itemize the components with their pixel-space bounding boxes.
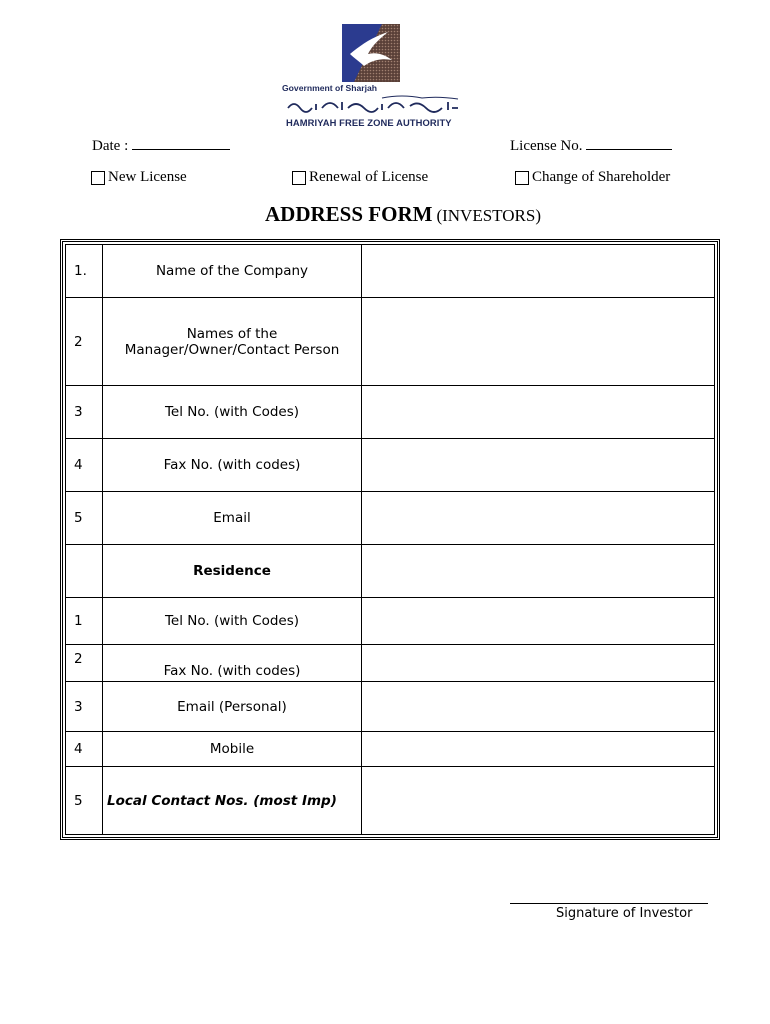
date-blank[interactable] xyxy=(132,137,230,150)
authority-logo xyxy=(280,22,465,128)
date-field[interactable] xyxy=(92,137,230,155)
row-number: 2 xyxy=(66,298,103,386)
arabic-authority-name-logotype xyxy=(282,94,462,114)
residence-heading: Residence xyxy=(103,545,362,598)
row-label: Email xyxy=(103,492,362,545)
row-number: 3 xyxy=(66,386,103,439)
signature-line[interactable] xyxy=(510,903,708,904)
license-label: License No. xyxy=(510,138,583,154)
row-number: 1 xyxy=(66,598,103,645)
personal-email-input[interactable] xyxy=(362,682,715,732)
form-title xyxy=(0,202,770,227)
address-form-table xyxy=(60,239,720,840)
new-license-label: New License xyxy=(108,169,187,185)
row-label: Local Contact Nos. (most Imp) xyxy=(103,767,362,835)
company-name-input[interactable] xyxy=(362,245,715,298)
date-label: Date : xyxy=(92,138,129,154)
row-label: Tel No. (with Codes) xyxy=(103,598,362,645)
fax-input[interactable] xyxy=(362,439,715,492)
table-row xyxy=(66,598,715,645)
new-license-option[interactable] xyxy=(91,169,187,186)
table-row xyxy=(66,545,715,598)
table-row xyxy=(66,682,715,732)
signature-label: Signature of Investor xyxy=(556,906,693,921)
row-number: 5 xyxy=(66,492,103,545)
table-row xyxy=(66,732,715,767)
table-row xyxy=(66,767,715,835)
email-input[interactable] xyxy=(362,492,715,545)
license-blank[interactable] xyxy=(586,137,672,150)
renewal-label: Renewal of License xyxy=(309,169,429,185)
mobile-input[interactable] xyxy=(362,732,715,767)
row-number: 5 xyxy=(66,767,103,835)
contact-person-input[interactable] xyxy=(362,298,715,386)
government-name: Government of Sharjah xyxy=(282,83,378,93)
change-shareholder-label: Change of Shareholder xyxy=(532,169,671,185)
bird-emblem-icon xyxy=(342,24,400,82)
renewal-option[interactable] xyxy=(292,169,428,186)
residence-tel-input[interactable] xyxy=(362,598,715,645)
change-shareholder-checkbox[interactable] xyxy=(515,171,529,185)
authority-name: HAMRIYAH FREE ZONE AUTHORITY xyxy=(286,117,452,128)
renewal-checkbox[interactable] xyxy=(292,171,306,185)
row-label: Mobile xyxy=(103,732,362,767)
form-title-sub: (INVESTORS) xyxy=(436,206,541,225)
tel-input[interactable] xyxy=(362,386,715,439)
row-number xyxy=(66,545,103,598)
license-field[interactable] xyxy=(510,137,672,155)
row-label: Name of the Company xyxy=(103,245,362,298)
table-row xyxy=(66,645,715,682)
row-number: 3 xyxy=(66,682,103,732)
local-contact-input[interactable] xyxy=(362,767,715,835)
table-row xyxy=(66,298,715,386)
row-label: Names of the Manager/Owner/Contact Person xyxy=(103,298,362,386)
table-row xyxy=(66,439,715,492)
residence-fax-input[interactable] xyxy=(362,645,715,682)
form-title-main: ADDRESS FORM xyxy=(265,202,433,226)
row-number: 4 xyxy=(66,439,103,492)
new-license-checkbox[interactable] xyxy=(91,171,105,185)
residence-input[interactable] xyxy=(362,545,715,598)
table-row xyxy=(66,386,715,439)
table-row xyxy=(66,245,715,298)
row-number: 2 xyxy=(66,645,103,682)
table-row xyxy=(66,492,715,545)
change-shareholder-option[interactable] xyxy=(515,169,670,186)
row-label: Fax No. (with codes) xyxy=(103,439,362,492)
row-label: Email (Personal) xyxy=(103,682,362,732)
row-label: Tel No. (with Codes) xyxy=(103,386,362,439)
row-label: Fax No. (with codes) xyxy=(103,645,362,682)
row-number: 1. xyxy=(66,245,103,298)
row-number: 4 xyxy=(66,732,103,767)
